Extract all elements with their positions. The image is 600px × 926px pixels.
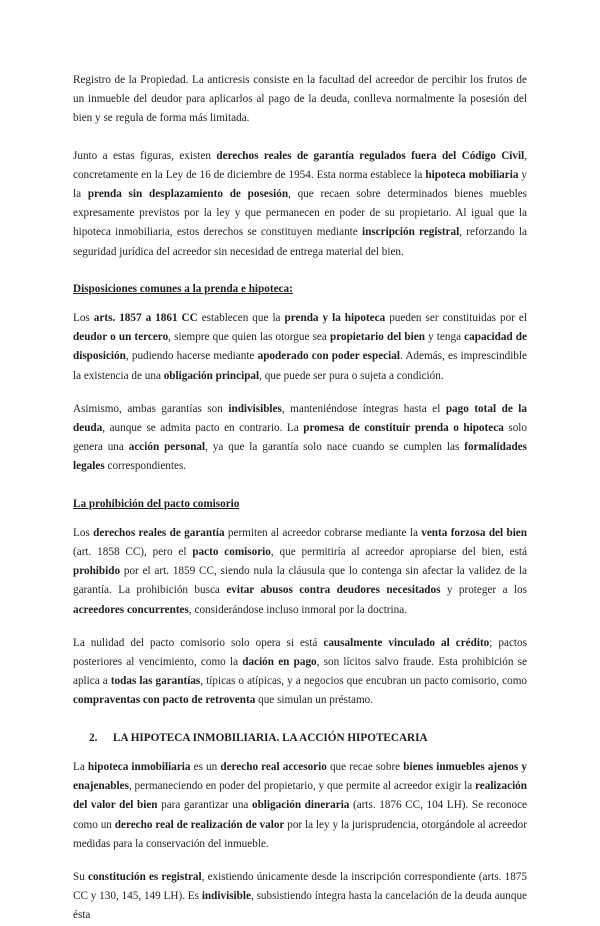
heading-pacto-comisorio: La prohibición del pacto comisorio	[73, 497, 240, 510]
bold-term: venta forzosa del bien	[421, 526, 527, 539]
bold-term: prenda sin desplazamiento de posesión	[87, 188, 289, 201]
bold-term: prenda y la hipoteca	[284, 312, 386, 325]
text-run: , ya que la garantía solo nace cuando se cumplen las	[205, 441, 465, 454]
bold-term: acción personal	[128, 441, 206, 454]
text-run: , manteniéndose íntegras hasta el	[281, 402, 446, 415]
bold-term: derecho real de realización de valor	[114, 818, 285, 831]
bold-term: hipoteca mobiliaria	[425, 168, 519, 181]
bold-term: promesa de constituir prenda o hipoteca	[303, 422, 504, 435]
paragraph-garantias-fuera-codigo-civil	[73, 147, 527, 262]
bold-term: pago total de la deuda	[73, 402, 527, 435]
bold-term: obligación principal	[163, 369, 260, 382]
paragraph-definicion-hipoteca	[73, 758, 527, 854]
text-run: Asimismo, ambas garantías son	[73, 402, 229, 415]
bold-term: derecho real accesorio	[220, 760, 327, 773]
text-run: solo genera una	[73, 422, 527, 454]
text-run: La	[73, 760, 88, 773]
bold-term: constitución es registral	[87, 870, 202, 883]
text-run: (art. 1858 CC), pero el	[73, 546, 193, 559]
text-run: , aunque se admita pacto en contrario. La	[102, 422, 304, 435]
text-run: , siempre que quien las otorgue sea	[168, 331, 330, 344]
text-run: para garantizar una	[157, 799, 252, 812]
text-run: establecen que la	[197, 312, 285, 325]
bold-term: todas las garantías	[110, 675, 201, 688]
bold-term: evitar abusos contra deudores necesitados	[226, 584, 441, 597]
text-run: por la ley y la jurisprudencia, otorgándole al acreedor medidas para la conservación del inmueble.	[73, 818, 528, 850]
bold-term: acreedores concurrentes	[73, 603, 189, 616]
bold-term: dación en pago	[242, 656, 317, 669]
text-run: , pudiendo hacerse mediante	[125, 350, 258, 363]
bold-term: inscripción registral	[361, 226, 460, 239]
text-run: Los	[73, 526, 94, 539]
bold-term: compraventas con pacto de retroventa	[73, 694, 256, 707]
text-run: es un	[190, 760, 221, 773]
text-run: Los	[73, 312, 94, 325]
text-run: , existiendo únicamente desde la inscripción correspondiente (arts. 1875 CC y 130, 145, 149 LH). Es	[73, 870, 527, 903]
text-run: , considerándose incluso inmoral por la doctrina.	[188, 603, 407, 616]
paragraph-anticresis	[73, 71, 527, 129]
text-run: , reforzando la seguridad jurídica del acreedor sin necesidad de entrega material del bien.	[73, 226, 528, 258]
text-run: , concretamente en la Ley de 16 de diciembre de 1954. Esta norma establece la	[73, 149, 527, 181]
bold-term: realización del valor del bien	[73, 780, 527, 812]
text-run: (arts. 1876 CC, 104 LH). Se reconoce como un	[73, 799, 528, 831]
text-run: , que permitiría al acreedor apropiarse del bien, está	[270, 546, 527, 559]
paragraph-nulidad-pacto-comisorio	[73, 634, 527, 711]
text-run: Su	[73, 870, 88, 883]
paragraph-requisitos-constitucion	[73, 309, 527, 386]
bold-term: derechos reales de garantía	[93, 526, 225, 539]
text-run: , permaneciendo en poder del propietario, y que permite al acreedor exigir la	[128, 780, 475, 793]
bold-term: arts. 1857 a 1861 CC	[93, 312, 198, 325]
text-run: permiten al acreedor cobrarse mediante la	[224, 526, 422, 539]
text-run: . Además, es imprescindible la existencia de una	[73, 350, 527, 382]
text-run: por el art. 1859 CC, siendo nula la cláusula que lo contenga sin afectar la validez de la garantía. La prohibición busca	[73, 565, 527, 597]
text-run: pueden ser constituidas por el	[385, 312, 527, 325]
bold-term: indivisible	[201, 890, 251, 903]
text-run: que simulan un préstamo.	[255, 694, 374, 707]
bold-term: bienes inmuebles ajenos y enajenables	[73, 760, 527, 793]
paragraph-indivisibilidad	[73, 400, 527, 477]
text-run: Registro de la Propiedad. La anticresis consiste en la facultad del acreedor de percibir los frutos de un inmueble del deudor para aplicarlos al pago de la deuda, conlleva normalmente la posesión del bien y se regula de forma más limitada.	[73, 74, 527, 125]
paragraph-constitucion-registral	[73, 868, 527, 926]
bold-term: causalmente vinculado al crédito	[323, 636, 490, 649]
text-run: y tenga	[424, 331, 465, 344]
bold-term: hipoteca inmobiliaria	[87, 760, 191, 773]
section-title: LA HIPOTECA INMOBILIARIA. LA ACCIÓN HIPOTECARIA	[113, 731, 428, 744]
section-heading-hipoteca-inmobiliaria	[73, 729, 527, 748]
bold-term: derechos reales de garantía regulados fuera del Código Civil	[216, 149, 525, 162]
text-run: , son lícitos salvo fraude. Esta prohibición se aplica a	[73, 656, 528, 688]
bold-term: apoderado con poder especial	[257, 350, 400, 363]
bold-term: deudor o un tercero	[73, 331, 169, 344]
bold-term: formalidades legales	[73, 441, 528, 473]
text-run: que recae sobre	[326, 760, 404, 773]
text-run: Junto a estas figuras, existen	[73, 149, 217, 162]
text-run: La nulidad del pacto comisorio solo opera si está	[73, 636, 324, 649]
text-run: ; pactos posteriores al vencimiento, como la	[73, 636, 527, 669]
text-run: , que recaen sobre determinados bienes muebles expresamente previstos por la ley y que permanecen en poder de su propietario. Al igual que la hipoteca inmobiliaria, estos derechos se constituyen mediante	[73, 188, 528, 239]
heading-disposiciones-comunes: Disposiciones comunes a la prenda e hipoteca:	[73, 282, 293, 295]
bold-term: capacidad de disposición	[73, 331, 527, 363]
text-run: y la	[73, 168, 527, 201]
bold-term: obligación dineraria	[251, 799, 350, 812]
bold-term: propietario del bien	[330, 331, 425, 344]
paragraph-prohibicion-pacto-comisorio	[73, 524, 527, 620]
text-run: correspondientes.	[104, 460, 187, 473]
bold-term: prohibido	[73, 565, 121, 578]
bold-term: pacto comisorio	[192, 546, 271, 559]
section-number: 2.	[89, 731, 98, 744]
text-run: , que puede ser pura o sujeta a condición.	[259, 369, 444, 382]
text-run: y proteger a los	[440, 584, 527, 597]
text-run: , típicas o atípicas, y a negocios que encubran un pacto comisorio, como	[200, 675, 527, 688]
text-run: , subsistiendo íntegra hasta la cancelación de la deuda aunque ésta	[73, 890, 528, 922]
bold-term: indivisibles	[228, 402, 282, 415]
